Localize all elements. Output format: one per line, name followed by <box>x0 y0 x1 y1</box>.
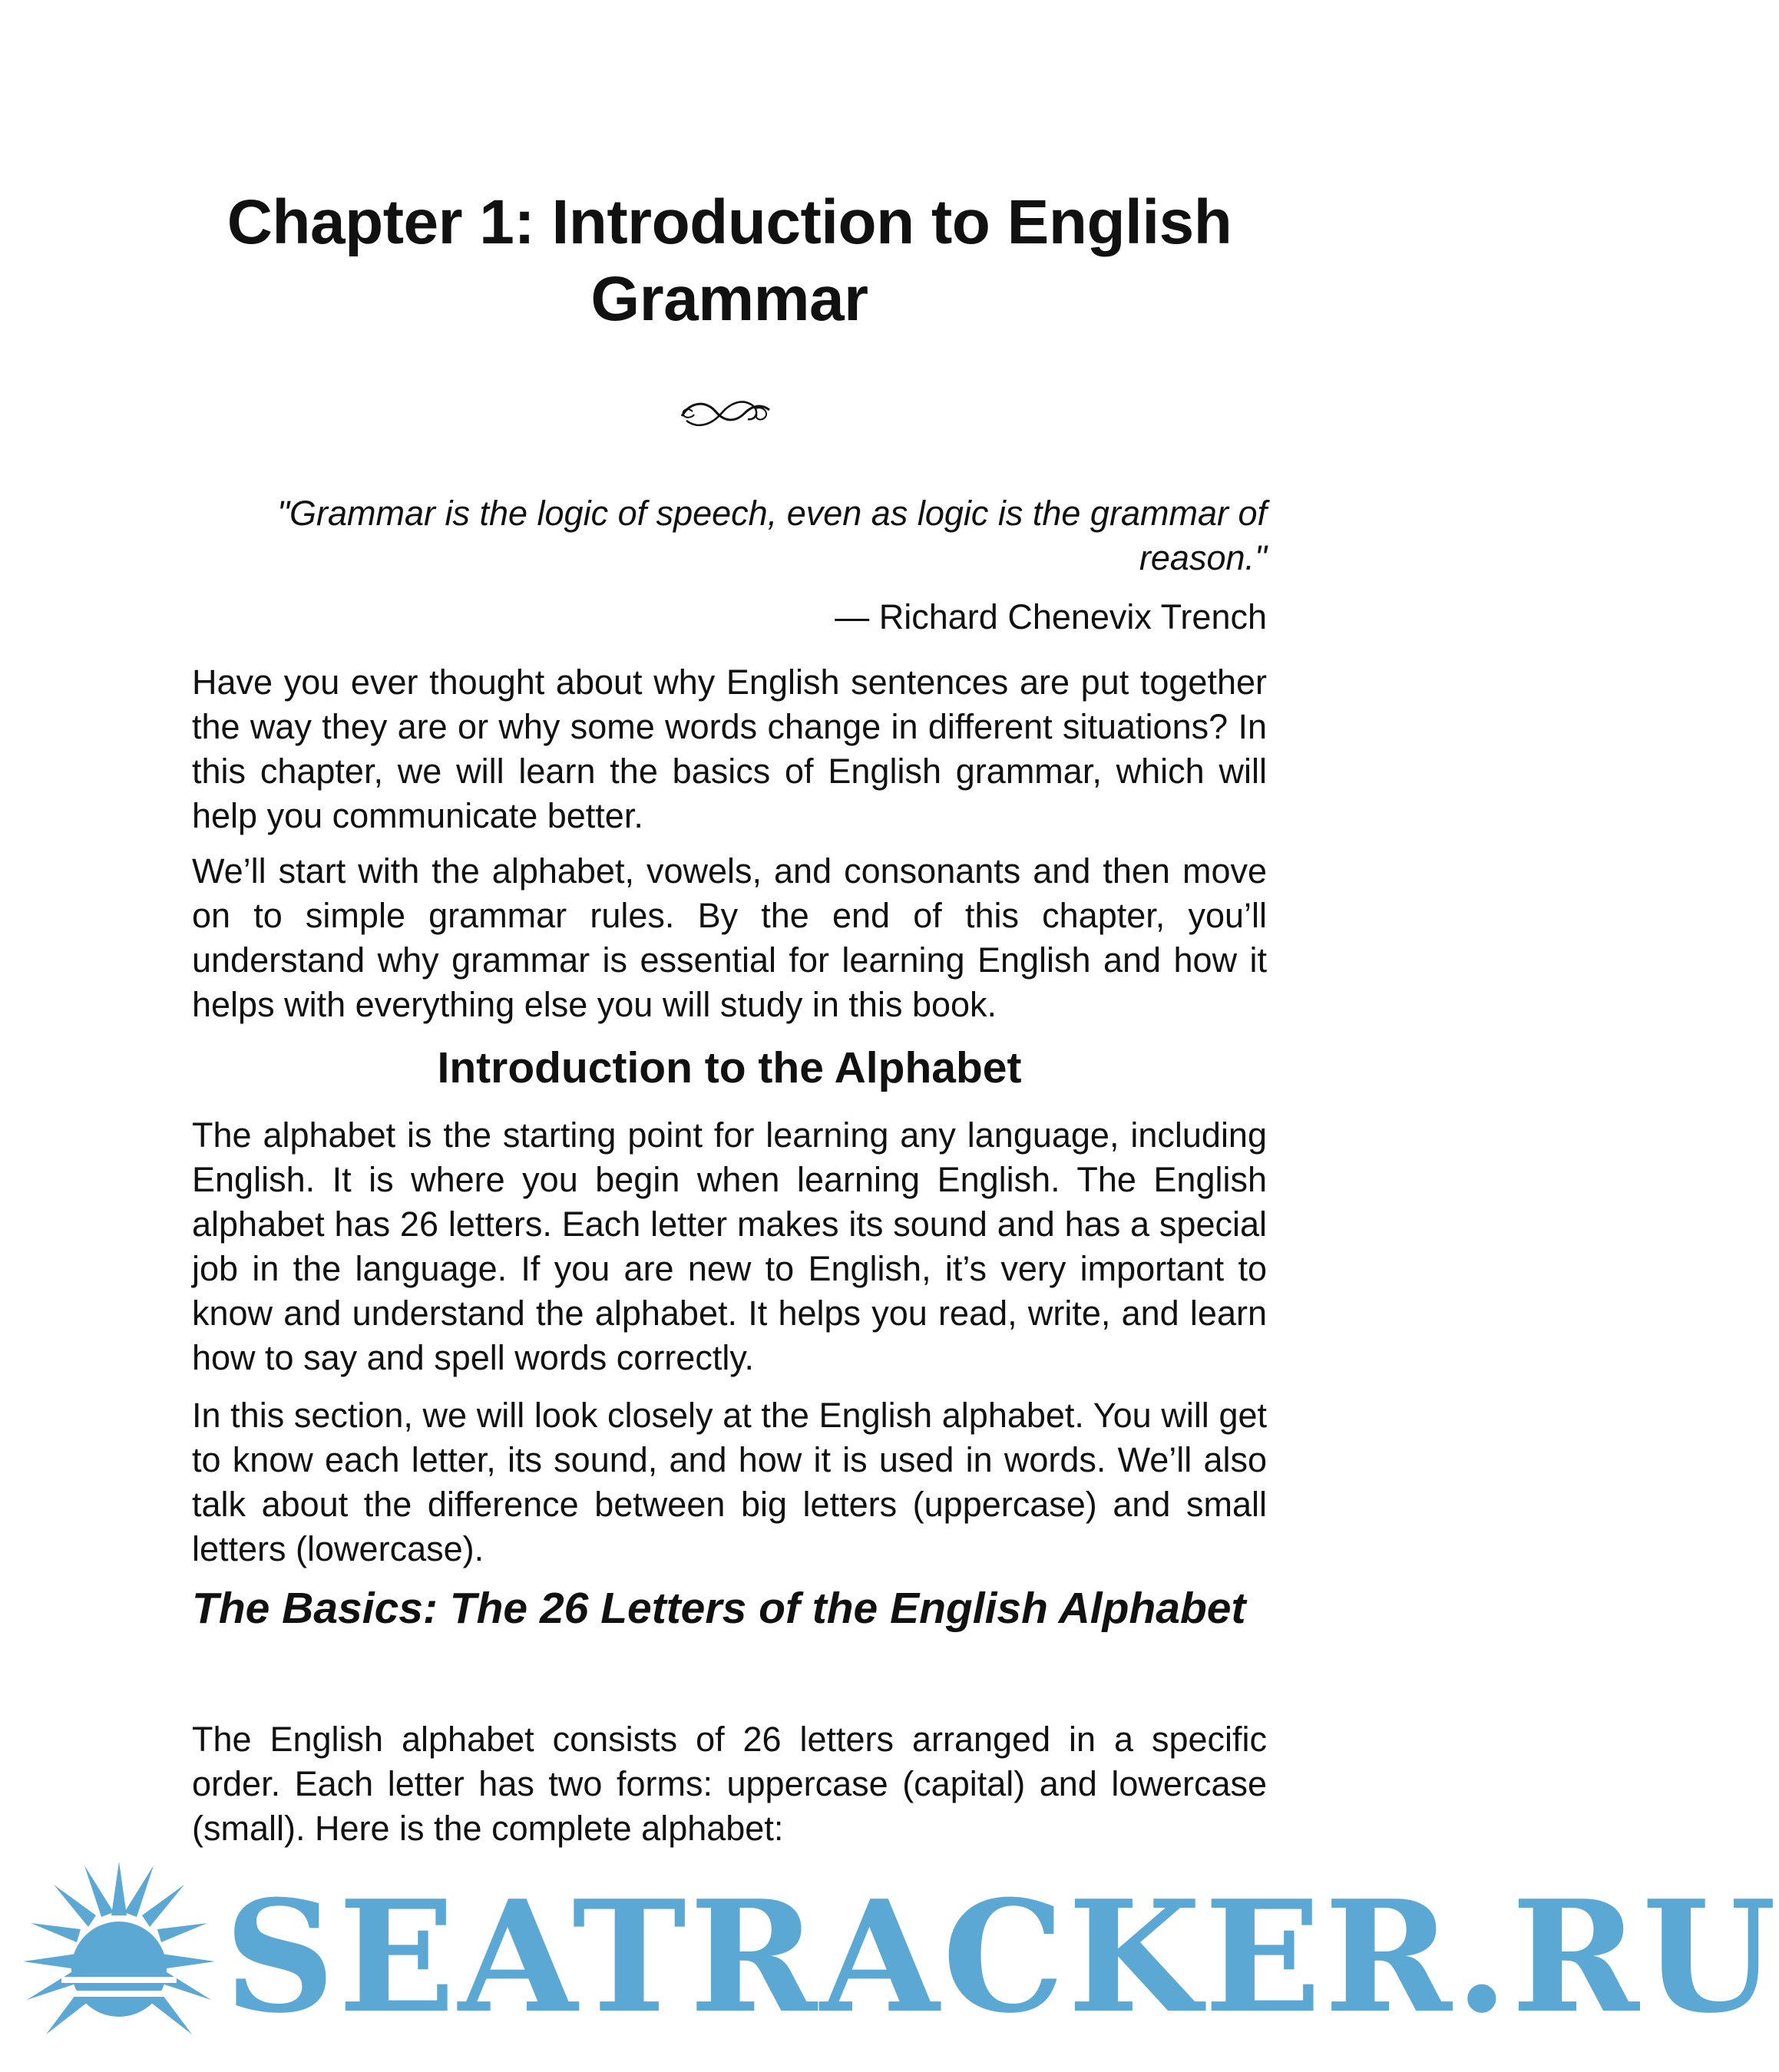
sun-icon <box>15 1854 223 2061</box>
chapter-title: Chapter 1: Introduction to English Grammar <box>227 187 1232 334</box>
epigraph-quote: "Grammar is the logic of speech, even as logic is the grammar of reason." <box>276 494 1267 577</box>
section-heading-alphabet: Introduction to the Alphabet <box>437 1043 1022 1092</box>
intro-paragraph-1: Have you ever thought about why English sentences are put together the way they are or why some words change in different situations? In this chapter, we will learn the basics of English grammar, which will help you communicate better. <box>192 663 1267 835</box>
alphabet-paragraph-2: In this section, we will look closely at the English alphabet. You will get to know each letter, its sound, and how it is used in words. We’ll also talk about the difference between big letters (uppercase) and small letters (lowercase). <box>192 1396 1267 1568</box>
alphabet-paragraph-1: The alphabet is the starting point for learning any language, including English. It is where you begin when learning English. The English alphabet has 26 letters. Each letter makes its sound and has a special job in the language. If you are new to English, it’s very important to know and understand the alphabet. It helps you read, write, and learn how to say and spell words correctly. <box>192 1115 1267 1377</box>
intro-paragraph-2: We’ll start with the alphabet, vowels, and consonants and then move on to simple grammar rules. By the end of this chapter, you’ll understand why grammar is essential for learning English and how it helps with everything else you will study in this book. <box>192 851 1267 1024</box>
watermark-text: SEATRACKER.RU <box>224 1867 1779 2047</box>
subsection-heading-basics: The Basics: The 26 Letters of the English Alphabet <box>192 1584 1246 1633</box>
swash-ornament-icon <box>676 390 775 433</box>
basics-paragraph-1: The English alphabet consists of 26 letters arranged in a specific order. Each letter has two forms: uppercase (capital) and lowercase (small). Here is the complete alphabet: <box>192 1720 1267 1848</box>
epigraph-author: — Richard Chenevix Trench <box>835 597 1267 636</box>
watermark <box>0 1850 1779 2072</box>
